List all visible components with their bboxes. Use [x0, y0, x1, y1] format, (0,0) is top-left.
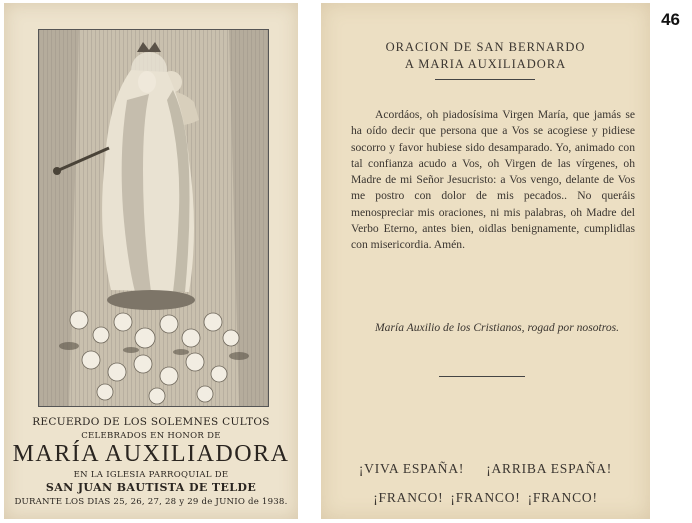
page-number: 46 [661, 10, 680, 29]
prayer-text: Acordáos, oh piadosísima Virgen María, que jamás se ha oído decir que persona que a Vos se acogiese y pidiese socorro y favor hubiese sido desamparado. Yo, animado con tal confianza acudo a Vos, oh Virgen de las vírgenes, oh Madre de mi Señor Jesucristo: a Vos vengo, delante de Vos me postro con dolor de mis pecados.. No queráis menospreciar mis oraciones, ni mis palabras, oh Madre del Verbo Eterno, antes bien, oidlas benignamente, cumplidlas con misericordia. Amén. [351, 108, 635, 252]
card-title: MARÍA AUXILIADORA [12, 441, 290, 467]
devotional-card-front [4, 3, 298, 519]
madonna-statue-image [39, 30, 268, 406]
slogan-franco-1: ¡FRANCO! [373, 490, 444, 505]
church-name: SAN JUAN BAUTISTA DE TELDE [45, 481, 257, 494]
title-divider [435, 79, 535, 80]
prayer-title: ORACION DE SAN BERNARDO [385, 40, 586, 54]
slogan-franco-2: ¡FRANCO! [450, 490, 521, 505]
slogan-arriba: ¡ARRIBA ESPAÑA! [486, 461, 613, 476]
slogan-franco-3: ¡FRANCO! [527, 490, 598, 505]
madonna-photo [38, 29, 269, 407]
church-intro: EN LA IGLESIA PARROQUIAL DE [73, 470, 229, 480]
prayer-subtitle: A MARIA AUXILIADORA [404, 57, 567, 71]
card-subheading: CELEBRADOS EN HONOR DE [81, 431, 221, 441]
card-heading: RECUERDO DE LOS SOLEMNES CULTOS [32, 416, 270, 428]
slogan-line-2 [321, 490, 650, 506]
slogan-line-1 [321, 461, 650, 477]
bottom-divider [439, 376, 525, 377]
event-dates: DURANTE LOS DIAS 25, 26, 27, 28 y 29 de JUNIO de 1938. [14, 497, 288, 507]
invocation-text: María Auxilio de los Cristianos, rogad por nosotros. [375, 321, 620, 334]
slogan-viva: ¡VIVA ESPAÑA! [358, 461, 465, 476]
devotional-card-back [321, 3, 650, 519]
